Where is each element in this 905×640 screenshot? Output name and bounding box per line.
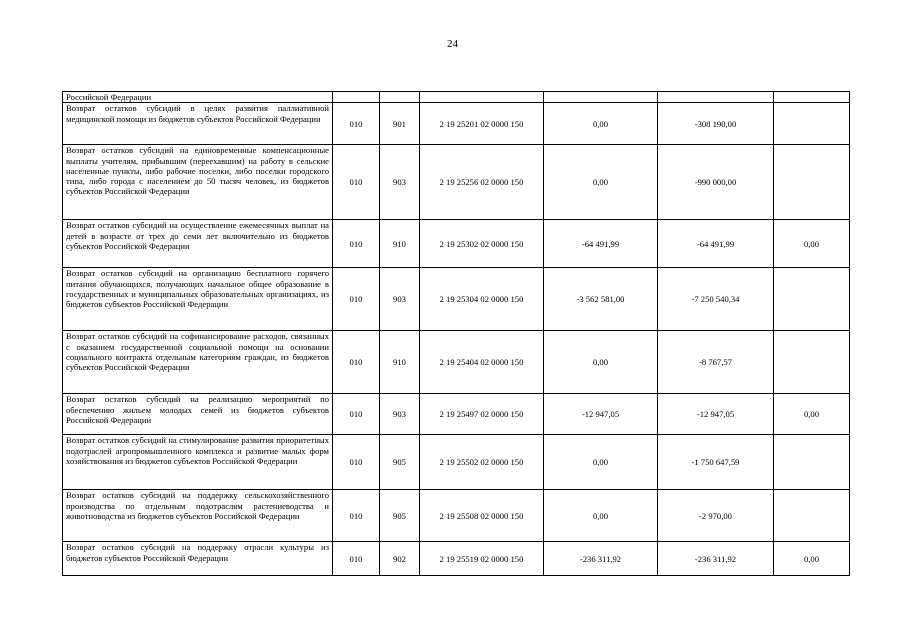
amount-cell-3 [774,331,850,394]
amount-cell-3 [774,268,850,331]
amount-cell-3 [774,145,850,220]
amount-cell-2: -7 250 540,34 [658,268,774,331]
admin-code-cell: 010 [333,331,380,394]
amount-cell-1: 0,00 [544,103,658,145]
admin-code-cell: 010 [333,490,380,542]
amount-cell-3: 0,00 [774,394,850,435]
table-row [63,103,850,145]
budget-classification-code-cell: 2 19 25201 02 0000 150 [420,103,544,145]
budget-classification-code-cell: 2 19 25519 02 0000 150 [420,542,544,576]
amount-cell-1: 0,00 [544,145,658,220]
admin-code-cell: 010 [333,542,380,576]
amount-cell-1: -64 491,99 [544,220,658,268]
amount-cell-2: -2 970,00 [658,490,774,542]
table-row [63,490,850,542]
amount-cell-1: 0,00 [544,490,658,542]
ministry-code-cell: 905 [380,490,420,542]
table-row [63,394,850,435]
budget-classification-code-cell: 2 19 25508 02 0000 150 [420,490,544,542]
admin-code-cell: 010 [333,268,380,331]
amount-cell-3 [774,103,850,145]
row-description: Возврат остатков субсидий на реализацию мероприятий по обеспечению жильем молодых семей из бюджетов субъектов Российской Федерации [63,394,333,435]
budget-classification-code-cell: 2 19 25304 02 0000 150 [420,268,544,331]
amount-cell-1: -3 562 581,00 [544,268,658,331]
ministry-code-cell: 903 [380,394,420,435]
budget-classification-code-cell: 2 19 25256 02 0000 150 [420,145,544,220]
amount-cell-1: 0,00 [544,331,658,394]
budget-classification-code-cell: 2 19 25497 02 0000 150 [420,394,544,435]
ministry-code-cell: 903 [380,145,420,220]
ministry-code-cell: 903 [380,268,420,331]
amount-cell-2: -236 311,92 [658,542,774,576]
row-description: Возврат остатков субсидий на стимулирование развития приоритетных подотраслей агропромышленного комплекса и развитие малых форм хозяйствования из бюджетов субъектов Российской Федерации [63,435,333,490]
admin-code-cell: 010 [333,145,380,220]
table-row [63,435,850,490]
amount-cell-2: -8 767,57 [658,331,774,394]
budget-classification-code-cell: 2 19 25404 02 0000 150 [420,331,544,394]
row-description: Возврат остатков субсидий на единовременные компенсационные выплаты учителям, прибывшим (переехавшим) на работу в сельские населенные пункты, либо рабочие поселки, либо поселки городского типа, либо города с населением до 50 тысяч человек, из бюджетов субъектов Российской Федерации [63,145,333,220]
amount-cell-2: -308 190,00 [658,103,774,145]
admin-code-cell: 010 [333,220,380,268]
amount-cell-3 [774,92,850,103]
admin-code-cell: 010 [333,394,380,435]
amount-cell-3 [774,435,850,490]
row-description: Российской Федерации [63,92,333,103]
table-row [63,331,850,394]
amount-cell-3: 0,00 [774,542,850,576]
amount-cell-2: -12 947,05 [658,394,774,435]
admin-code-cell: 010 [333,435,380,490]
budget-classification-code-cell: 2 19 25302 02 0000 150 [420,220,544,268]
ministry-code-cell: 910 [380,220,420,268]
amount-cell-1: -236 311,92 [544,542,658,576]
row-description: Возврат остатков субсидий в целях развития паллиативной медицинской помощи из бюджетов субъектов Российской Федерации [63,103,333,145]
amount-cell-1 [544,92,658,103]
budget-classification-code-cell: 2 19 25502 02 0000 150 [420,435,544,490]
row-description: Возврат остатков субсидий на поддержку отрасли культуры из бюджетов субъектов Российской Федерации [63,542,333,576]
ministry-code-cell [380,92,420,103]
table-row [63,92,850,103]
amount-cell-1: -12 947,05 [544,394,658,435]
amount-cell-3 [774,490,850,542]
admin-code-cell: 010 [333,103,380,145]
ministry-code-cell: 902 [380,542,420,576]
table-row [63,220,850,268]
ministry-code-cell: 901 [380,103,420,145]
amount-cell-1: 0,00 [544,435,658,490]
row-description: Возврат остатков субсидий на поддержку сельскохозяйственного производства по отдельным подотраслям растениеводства и животноводства из бюджетов субъектов Российской Федерации [63,490,333,542]
amount-cell-2: -990 000,00 [658,145,774,220]
row-description: Возврат остатков субсидий на софинансирование расходов, связанных с оказанием государственной социальной помощи на основании социального контракта отдельным категориям граждан, из бюджетов субъектов Российской Федерации [63,331,333,394]
row-description: Возврат остатков субсидий на организацию бесплатного горячего питания обучающихся, получающих начальное общее образование в государственных и муниципальных образовательных организациях, из бюджетов субъектов Российской Федерации [63,268,333,331]
amount-cell-2 [658,92,774,103]
page-number: 24 [447,38,458,50]
ministry-code-cell: 910 [380,331,420,394]
amount-cell-2: -1 750 647,59 [658,435,774,490]
amount-cell-2: -64 491,99 [658,220,774,268]
budget-classification-code-cell [420,92,544,103]
table-row [63,542,850,576]
admin-code-cell [333,92,380,103]
budget-table [62,91,850,576]
table-row [63,145,850,220]
amount-cell-3: 0,00 [774,220,850,268]
ministry-code-cell: 905 [380,435,420,490]
table-row [63,268,850,331]
row-description: Возврат остатков субсидий на осуществление ежемесячных выплат на детей в возрасте от трех до семи лет включительно из бюджетов субъектов Российской Федерации [63,220,333,268]
